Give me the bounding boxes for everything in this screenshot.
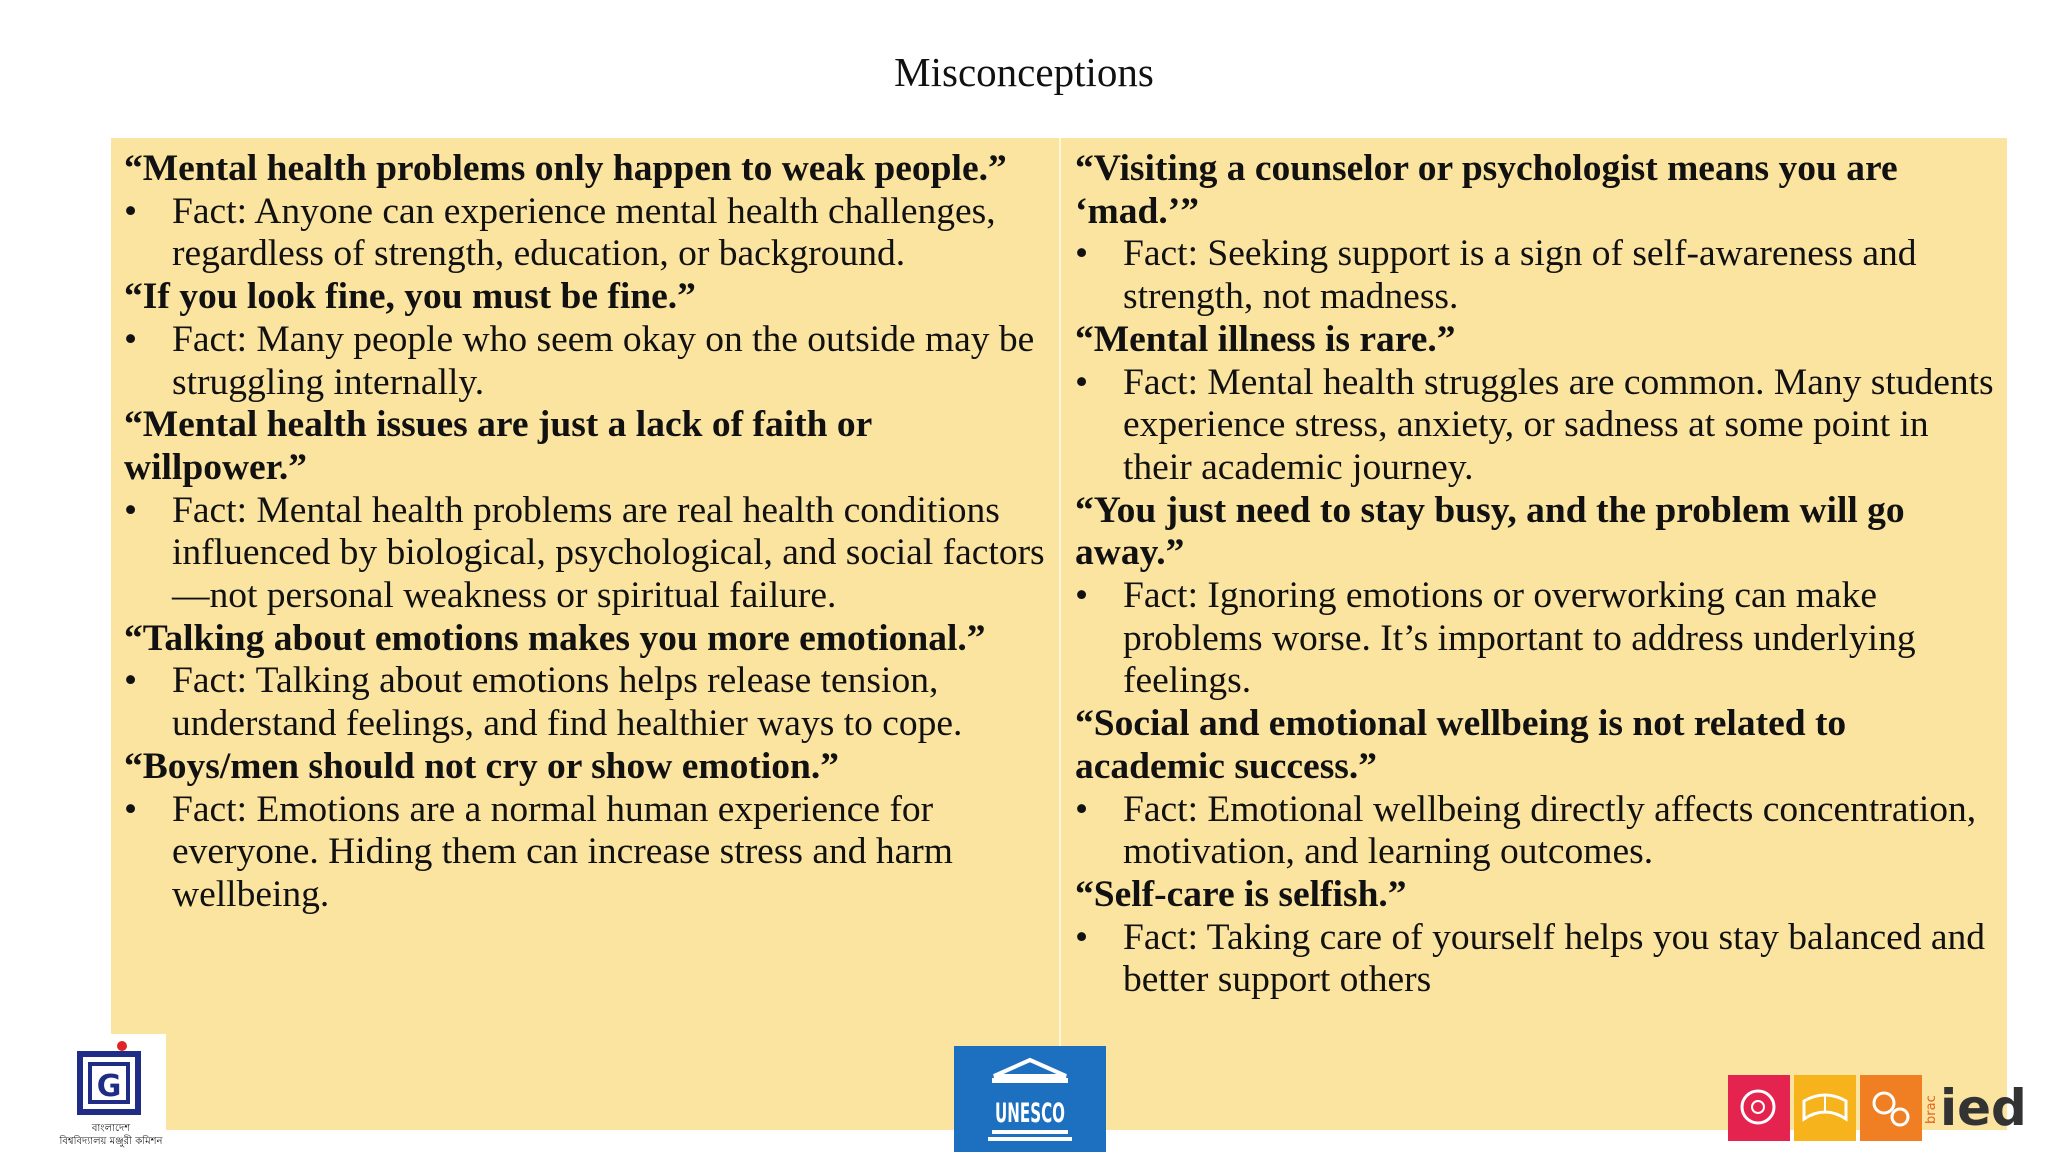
fact-item: [1075, 789, 1995, 874]
myth-text: “Visiting a counselor or psychologist means you are ‘mad.’”: [1075, 148, 1898, 232]
bullet-icon: •: [124, 660, 138, 702]
misconception-item: [124, 618, 1054, 746]
fact-text: Fact: Mental health problems are real health conditions influenced by biological, psychological, and social factors—not personal weakness or spiritual failure.: [172, 489, 1045, 617]
ugc-caption-line1: বাংলাদেশ: [91, 1123, 131, 1134]
ugc-caption: [56, 1122, 166, 1148]
misconception-item: [124, 404, 1054, 618]
fact-text: Fact: Ignoring emotions or overworking can make problems worse. It’s important to address underlying feelings.: [1123, 575, 1916, 702]
bullet-icon: •: [1075, 361, 1089, 403]
myth-text: “You just need to stay busy, and the problem will go away.”: [1075, 489, 1905, 574]
right-column: [1075, 148, 1995, 1002]
misconception-item: [1075, 148, 1995, 319]
fact-item: [124, 660, 1054, 745]
fact-text: Fact: Mental health struggles are common. Many students experience stress, anxiety, or sadness at some point in their academic journey.: [1123, 361, 1994, 488]
fact-text: Fact: Talking about emotions helps release tension, understand feelings, and find healthier ways to cope.: [172, 660, 963, 745]
fact-item: [124, 319, 1054, 404]
misconception-item: [1075, 319, 1995, 490]
bullet-icon: •: [124, 318, 138, 360]
fact-text: Fact: Emotions are a normal human experience for everyone. Hiding them can increase stress and harm wellbeing.: [172, 788, 953, 915]
bullet-icon: •: [1075, 916, 1089, 958]
misconception-item: [124, 746, 1054, 917]
bullet-icon: •: [124, 788, 138, 830]
fact-item: [1075, 917, 1995, 1002]
misconception-item: [1075, 703, 1995, 874]
misconception-item: [1075, 874, 1995, 1002]
fact-text: Fact: Emotional wellbeing directly affects concentration, motivation, and learning outcomes.: [1123, 788, 1977, 873]
page-title: Misconceptions: [894, 49, 1154, 95]
brac-ied-logo: [1728, 1075, 2038, 1141]
ugc-emblem-icon: [74, 1040, 144, 1116]
unesco-temple-icon: [954, 1046, 1106, 1152]
bullet-icon: •: [124, 489, 138, 531]
bullet-icon: •: [1075, 233, 1089, 275]
myth-text: “If you look fine, you must be fine.”: [124, 276, 696, 318]
myth-text: “Self-care is selfish.”: [1075, 873, 1407, 915]
myth-text: “Mental health issues are just a lack of faith or willpower.”: [124, 404, 872, 488]
misconception-item: [1075, 490, 1995, 704]
ugc-logo: [56, 1034, 166, 1152]
fact-item: [1075, 575, 1995, 703]
ugc-emblem-letter: G: [96, 1069, 122, 1104]
myth-text: “Mental health problems only happen to weak people.”: [124, 148, 1007, 189]
unesco-text: UNESCO: [995, 1098, 1065, 1129]
myth-text: “Social and emotional wellbeing is not related to academic success.”: [1075, 703, 1847, 787]
bullet-icon: •: [1075, 788, 1089, 830]
fact-text: Fact: Many people who seem okay on the outside may be struggling internally.: [172, 318, 1035, 403]
fact-item: [124, 789, 1054, 917]
myth-text: “Mental illness is rare.”: [1075, 318, 1456, 360]
fact-item: [124, 191, 1054, 276]
bullet-icon: •: [124, 190, 138, 232]
fact-text: Fact: Anyone can experience mental health challenges, regardless of strength, education, or background.: [172, 190, 996, 275]
unesco-logo: [954, 1046, 1106, 1152]
gears-tile-icon: [1860, 1075, 1922, 1141]
myth-text: “Boys/men should not cry or show emotion.”: [124, 745, 839, 787]
brac-wordmark: brac: [1924, 1095, 1939, 1125]
fact-item: [1075, 362, 1995, 490]
fact-text: Fact: Taking care of yourself helps you stay balanced and better support others: [1123, 916, 1986, 1001]
ugc-caption-line2: বিশ্ববিদ্যালয় মঞ্জুরী কমিশন: [59, 1136, 163, 1147]
bullet-icon: •: [1075, 575, 1089, 617]
column-divider: [1059, 138, 1061, 1130]
brain-tile-icon: [1728, 1075, 1790, 1141]
left-column: [124, 148, 1054, 917]
fact-item: [1075, 233, 1995, 318]
myth-text: “Talking about emotions makes you more emotional.”: [124, 617, 986, 659]
ied-wordmark: ied: [1940, 1079, 2027, 1137]
misconception-item: [124, 148, 1054, 276]
book-tile-icon: [1794, 1075, 1856, 1141]
fact-item: [124, 490, 1054, 618]
misconception-item: [124, 276, 1054, 404]
fact-text: Fact: Seeking support is a sign of self-awareness and strength, not madness.: [1123, 233, 1917, 318]
